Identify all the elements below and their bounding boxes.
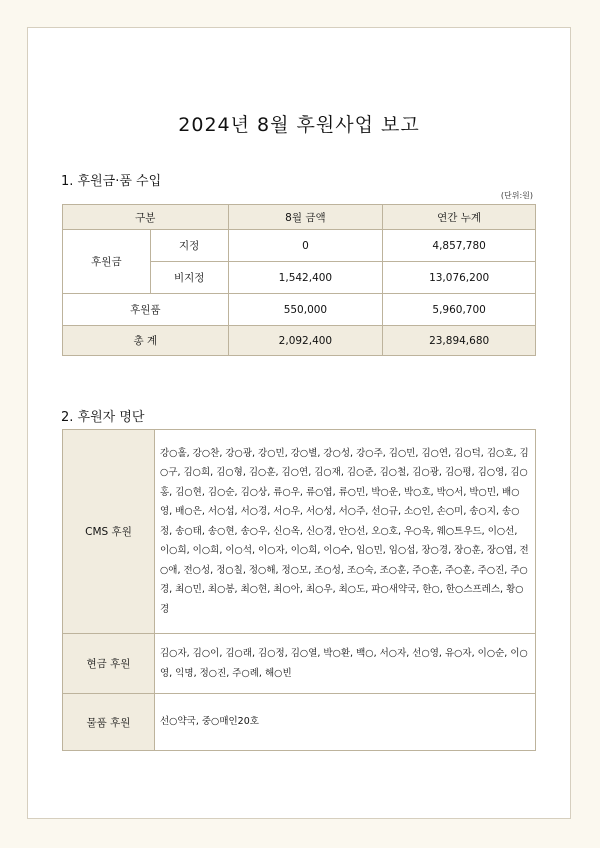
total-month-value: 2,092,400 <box>228 326 383 356</box>
income-table <box>62 204 536 356</box>
fund-label: 후원금 <box>63 230 151 294</box>
donor-group-label: 현금 후원 <box>63 634 155 694</box>
annual-value: 13,076,200 <box>383 262 536 294</box>
header-month: 8월 금액 <box>228 205 383 230</box>
annual-value: 4,857,780 <box>383 230 536 262</box>
header-annual: 연간 누계 <box>383 205 536 230</box>
month-value: 0 <box>228 230 383 262</box>
section-heading-donors: 2. 후원자 명단 <box>61 410 145 425</box>
table-row-total <box>63 326 536 356</box>
total-label: 총 계 <box>63 326 229 356</box>
table-header-row <box>63 205 536 230</box>
unit-note: (단위:원) <box>500 191 533 200</box>
document-page <box>27 27 571 819</box>
section-heading-income: 1. 후원금·품 수입 <box>61 174 162 189</box>
donor-group-row <box>63 694 536 751</box>
goods-annual-value: 5,960,700 <box>383 294 536 326</box>
donor-names: 강○홀, 강○찬, 강○광, 강○민, 강○별, 강○성, 강○주, 김○민, 김○연, 김○덕, 김○호, 김○구, 김○희, 김○형, 김○훈, 김○연, 김○재, 김○준, 김○철, 김○광, 김○평, 김○영, 김○홍, 김○현, 김○순, 김○상, 류○우, 류○엽, 류○민, 박○운, 박○호, 박○서, 박○민, 배○영, 배○은, 서○섭, 서○경, 서○우, 서○성, 서○주, 선○규, 소○인, 손○미, 송○지, 송○정, 송○태, 송○현, 송○우, 신○옥, 신○경, 안○선, 오○호, 우○욱, 웨○트우드, 이○선, 이○희, 이○희, 이○석, 이○자, 이○희, 이○수, 임○민, 임○섭, 장○경, 장○훈, 장○엽, 전○애, 전○성, 정○칠, 정○해, 정○모, 조○성, 조○숙, 조○훈, 주○훈, 주○훈, 주○진, 주○경, 최○민, 최○봉, 최○현, 최○아, 최○우, 최○도, 파○새약국, 한○, 한○스프레스, 황○경 <box>155 430 536 634</box>
donor-table <box>62 429 536 751</box>
table-row <box>63 230 536 262</box>
row-label: 비지정 <box>150 262 228 294</box>
donor-names: 선○약국, 중○매인20호 <box>155 694 536 751</box>
goods-month-value: 550,000 <box>228 294 383 326</box>
donor-group-label: 물품 후원 <box>63 694 155 751</box>
row-label: 지정 <box>150 230 228 262</box>
donor-group-row <box>63 634 536 694</box>
donor-group-row <box>63 430 536 634</box>
total-annual-value: 23,894,680 <box>383 326 536 356</box>
header-category: 구분 <box>63 205 229 230</box>
goods-label: 후원품 <box>63 294 229 326</box>
table-row-goods <box>63 294 536 326</box>
donor-names: 김○자, 김○이, 김○래, 김○정, 김○열, 박○환, 백○, 서○자, 선○영, 유○자, 이○순, 이○영, 익명, 정○진, 주○례, 해○빈 <box>155 634 536 694</box>
page-title: 2024년 8월 후원사업 보고 <box>178 114 420 136</box>
donor-group-label: CMS 후원 <box>63 430 155 634</box>
month-value: 1,542,400 <box>228 262 383 294</box>
